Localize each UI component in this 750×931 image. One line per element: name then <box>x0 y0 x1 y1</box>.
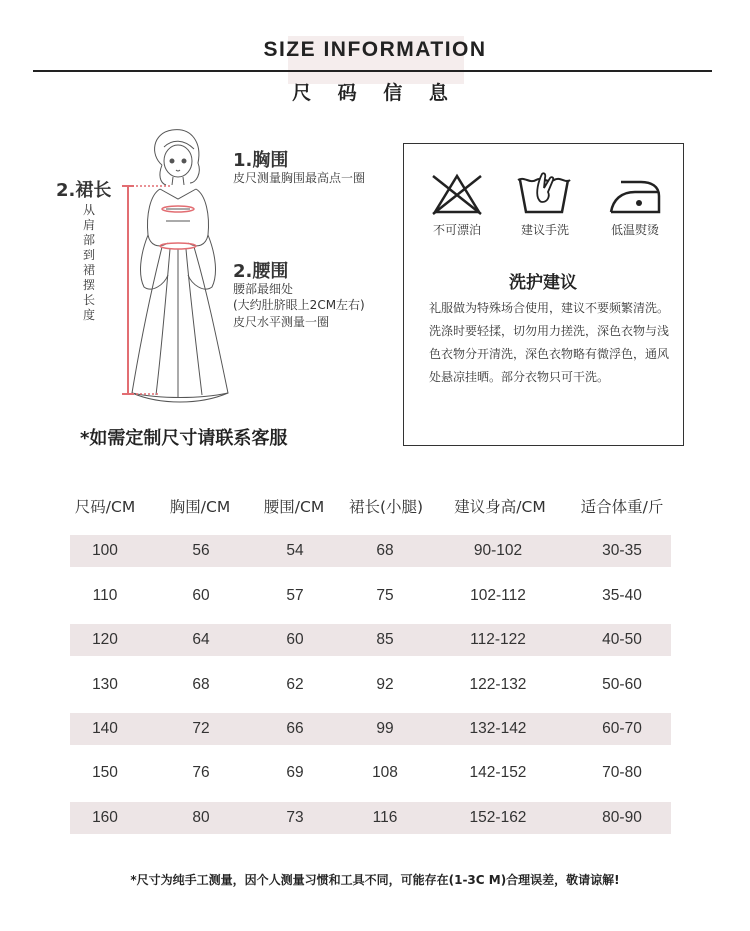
table-row <box>70 535 671 567</box>
table-cell: 122-132 <box>469 676 527 693</box>
table-cell: 80 <box>192 809 210 826</box>
table-cell: 85 <box>376 631 394 648</box>
column-header-bust: 胸围/CM <box>169 498 231 516</box>
table-cell: 69 <box>286 764 304 781</box>
measurement-footnote: *尺寸为纯手工测量，因个人测量习惯和工具不同，可能存在(1-3C M)合理误差，敬请谅解! <box>130 873 620 887</box>
low-iron-label: 低温熨烫 <box>610 223 659 237</box>
table-cell: 72 <box>192 720 210 737</box>
table-cell: 110 <box>92 587 118 604</box>
waist-description-1: 腰部最细处 <box>233 282 294 296</box>
table-cell: 35-40 <box>602 587 642 604</box>
table-row <box>70 624 671 656</box>
table-cell: 57 <box>286 587 304 604</box>
table-row <box>70 669 671 701</box>
table-cell: 99 <box>376 720 394 737</box>
care-text: 礼服做为特殊场合使用，建议不要频繁清洗。洗涤时要轻揉，切勿用力搓洗，深色衣物与浅色衣物分开清洗，深色衣物略有微浮色，通风处悬凉挂晒。部分衣物只可干洗。 <box>429 301 670 384</box>
care-title: 洗护建议 <box>509 273 577 293</box>
table-cell: 142-152 <box>469 764 527 781</box>
table-cell: 56 <box>192 542 210 559</box>
page-title: SIZE INFORMATION <box>263 38 487 61</box>
care-instructions-box <box>403 143 684 446</box>
table-cell: 102-112 <box>470 587 526 604</box>
page-subtitle: 尺 码 信 息 <box>292 82 458 104</box>
waist-description-3: 皮尺水平测量一圈 <box>233 315 330 329</box>
table-cell: 160 <box>92 809 118 826</box>
table-cell: 62 <box>286 676 304 693</box>
bust-description: 皮尺测量胸围最高点一圈 <box>233 171 366 185</box>
table-row <box>70 757 671 789</box>
table-cell: 90-102 <box>473 542 523 559</box>
waist-description-2: (大约肚脐眼上2CM左右) <box>233 298 365 312</box>
skirt-length-measure-line <box>120 184 180 396</box>
table-cell: 68 <box>192 676 210 693</box>
table-cell: 70-80 <box>602 764 642 781</box>
table-cell: 112-122 <box>470 631 526 648</box>
table-cell: 108 <box>372 764 398 781</box>
table-row <box>70 713 671 745</box>
table-cell: 150 <box>92 764 118 781</box>
table-cell: 40-50 <box>602 631 642 648</box>
table-row <box>70 580 671 612</box>
table-cell: 100 <box>92 542 118 559</box>
no-bleach-label: 不可漂泊 <box>432 223 481 237</box>
table-cell: 30-35 <box>602 542 642 559</box>
no-bleach-icon <box>427 170 487 216</box>
table-cell: 120 <box>92 631 118 648</box>
skirt-length-description: 从肩部到裙摆长度 <box>82 203 95 322</box>
custom-size-note: *如需定制尺寸请联系客服 <box>80 428 288 449</box>
table-cell: 130 <box>92 676 118 693</box>
table-cell: 152-162 <box>469 809 527 826</box>
table-cell: 66 <box>286 720 304 737</box>
hand-wash-icon <box>514 168 574 214</box>
bust-label: 1.胸围 <box>233 150 289 171</box>
column-header-skirt-length: 裙长(小腿) <box>348 498 424 516</box>
table-cell: 64 <box>192 631 210 648</box>
table-cell: 116 <box>372 809 398 826</box>
column-header-waist: 腰围/CM <box>263 498 325 516</box>
skirt-length-label: 2.裙长 <box>56 180 112 201</box>
table-cell: 54 <box>286 542 304 559</box>
waist-label: 2.腰围 <box>233 261 289 282</box>
table-cell: 132-142 <box>469 720 527 737</box>
table-cell: 60-70 <box>602 720 642 737</box>
table-cell: 50-60 <box>602 676 642 693</box>
column-header-weight: 适合体重/斤 <box>580 498 664 516</box>
table-cell: 68 <box>376 542 394 559</box>
table-cell: 73 <box>286 809 304 826</box>
size-table-header <box>70 495 671 521</box>
table-cell: 80-90 <box>602 809 642 826</box>
title-divider <box>33 70 712 72</box>
table-row <box>70 802 671 834</box>
table-cell: 60 <box>286 631 304 648</box>
table-cell: 60 <box>192 587 210 604</box>
table-cell: 140 <box>92 720 118 737</box>
low-iron-icon <box>605 172 665 218</box>
column-header-height: 建议身高/CM <box>454 498 546 516</box>
column-header-size: 尺码/CM <box>74 498 136 516</box>
table-cell: 76 <box>192 764 210 781</box>
hand-wash-label: 建议手洗 <box>520 223 569 237</box>
table-cell: 92 <box>376 676 394 693</box>
table-cell: 75 <box>376 587 394 604</box>
